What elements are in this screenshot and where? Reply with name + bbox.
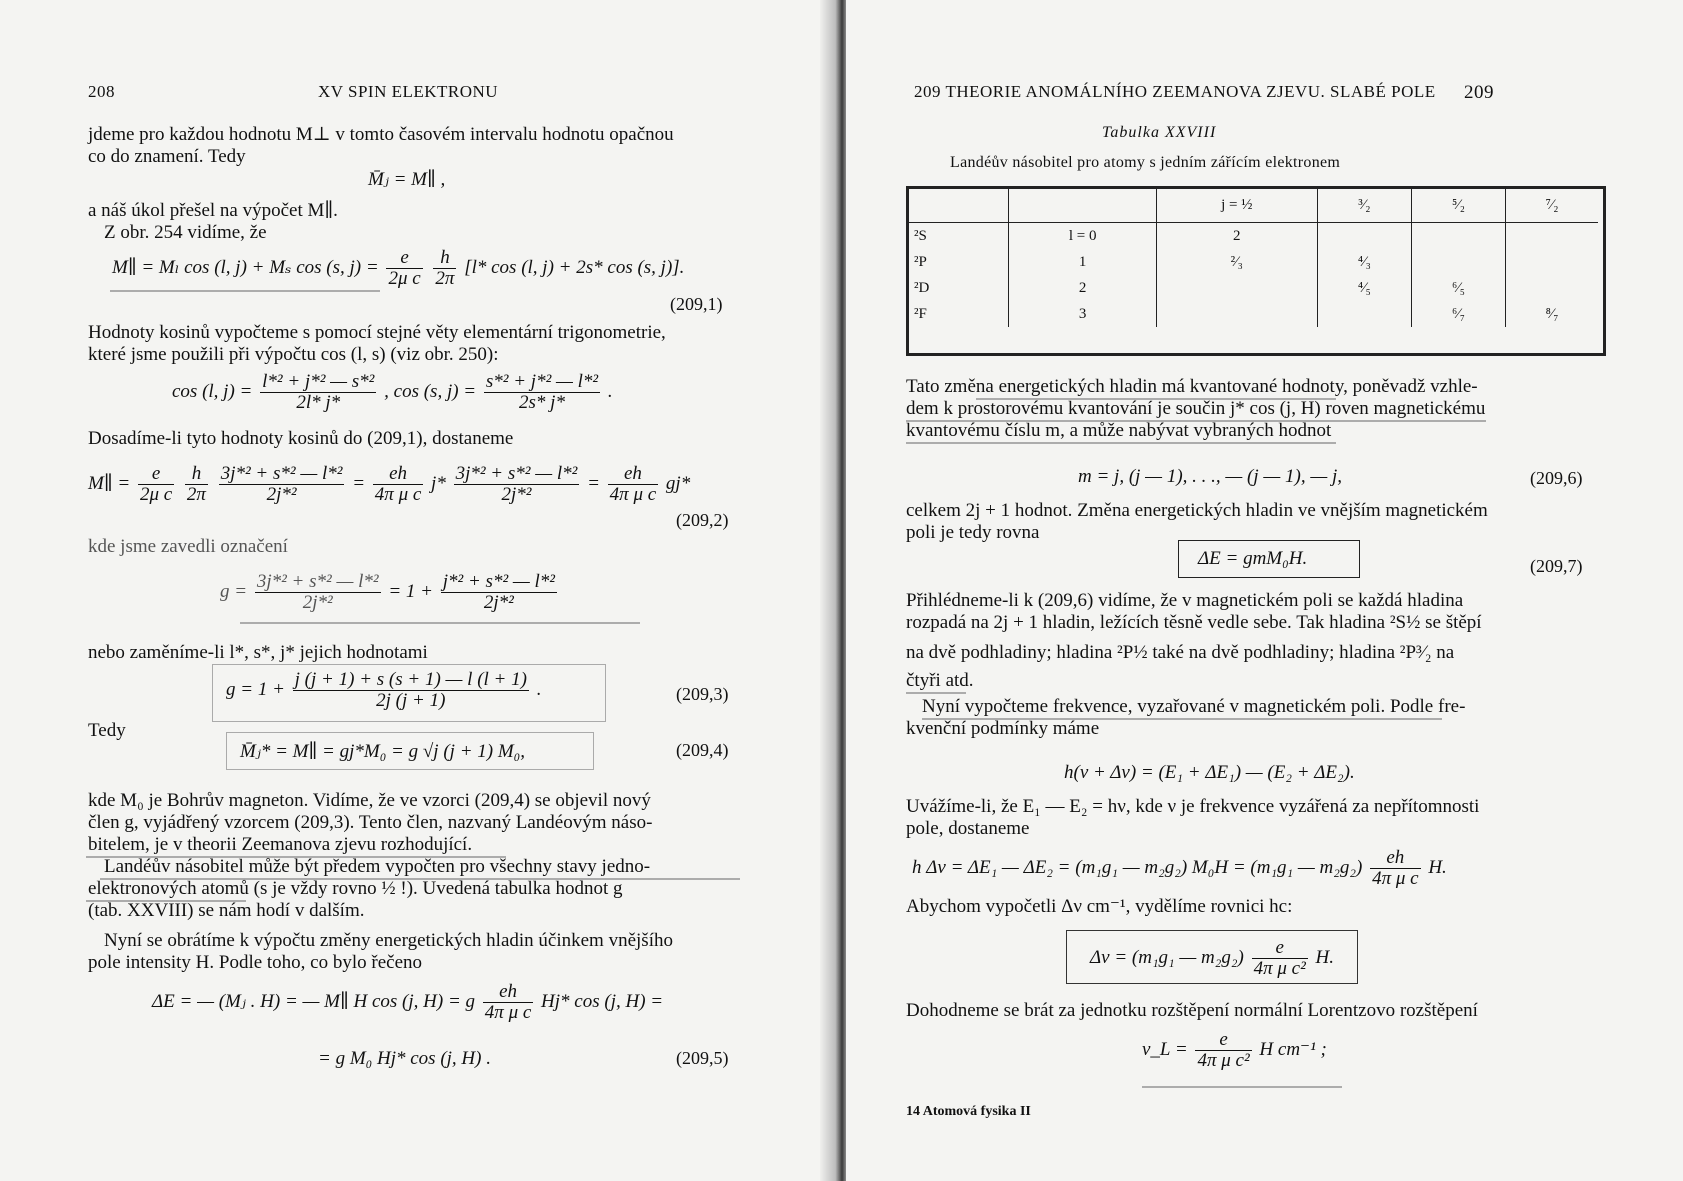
table-cell: 2 (1156, 223, 1317, 250)
fraction (483, 982, 534, 1023)
pencil-underline (240, 622, 640, 624)
equation-cosines (172, 372, 613, 413)
paragraph-line: na dvě podhladiny; hladina ²P½ také na dvě podhladiny; hladina ²P³⁄₂ na (906, 642, 1455, 663)
equation-209-1 (112, 248, 684, 289)
numerator: e (386, 248, 422, 269)
numerator: l*² + j*² — s*² (262, 371, 375, 392)
paragraph-line: člen g, vyjádřený vzorcem (209,3). Tento člen, nazvaný Landéovým náso- (88, 812, 653, 833)
fraction (138, 464, 174, 505)
paragraph-line: Přihlédneme-li k (209,6) vidíme, že v magnetickém poli se každá hladina (906, 590, 1464, 611)
denominator: 4π μ c (374, 484, 422, 505)
paragraph-line: co do znamení. Tedy (88, 146, 246, 167)
eq-part: , cos (s, j) = (384, 380, 477, 402)
table-header-cell: j = ½ (1156, 188, 1317, 223)
eq-part: j* (431, 472, 446, 494)
paragraph-line: které jsme použili při výpočtu cos (l, s) (viz obr. 250): (88, 344, 499, 365)
eq-part: g = (220, 580, 248, 602)
numerator: e (1195, 1030, 1251, 1051)
fraction (255, 572, 381, 613)
denominator: 4π μ c (484, 1002, 532, 1023)
eq-part: = (587, 472, 600, 494)
paragraph-line: poli je tedy rovna (906, 522, 1040, 543)
fraction (185, 464, 208, 505)
paragraph-line: pole intensity H. Podle toho, co bylo řečeno (88, 952, 423, 973)
paragraph-line: Abychom vypočetli Δν cm⁻¹, vydělíme rovnici hc: (906, 896, 1293, 917)
table-cell: ²S (914, 227, 927, 244)
denominator: 2l* j* (296, 392, 341, 413)
equation-tag: (209,6) (1530, 468, 1583, 488)
denominator: 4π μ c² (1197, 1050, 1250, 1071)
denominator: 4π μ c² (1253, 958, 1306, 979)
numerator: 3j*² + s*² — l*² (455, 463, 578, 484)
numerator: eh (373, 464, 424, 485)
eq-part: H. (1428, 856, 1447, 878)
table-cell: ⁴⁄₃ (1317, 249, 1411, 275)
fraction (386, 248, 422, 289)
equation-frequency: h(ν + Δν) = (E₁ + ΔE₁) — (E₂ + ΔE₂). (1064, 762, 1355, 783)
denominator: 2μ c (388, 268, 421, 289)
paragraph-line: Nyní vypočteme frekvence, vyzařované v magnetickém poli. Podle fre- (922, 696, 1466, 717)
paragraph-line: Landéův násobitel může být předem vypočten pro všechny stavy jedno- (104, 856, 651, 877)
page-number-right: 209 (1464, 82, 1494, 103)
pencil-frame (212, 664, 606, 722)
paragraph-line: Uvážíme-li, že E₁ — E₂ = hν, kde ν je frekvence vyzářená za nepřítomnosti (906, 796, 1480, 817)
numerator: eh (608, 464, 659, 485)
pencil-underline (1142, 1086, 1342, 1088)
paragraph-line: bitelem, je v theorii Zeemanova zjevu rozhodující. (88, 834, 473, 855)
paragraph-line: kde jsme zavedli označení (88, 536, 288, 557)
numerator: 3j*² + s*² — l*² (220, 463, 343, 484)
eq-part: Hj* cos (j, H) = (541, 990, 664, 1012)
fraction (608, 464, 659, 505)
fraction (1195, 1030, 1251, 1071)
table-cell: 3 (1009, 301, 1156, 327)
eq-part: ν_L = (1142, 1038, 1188, 1060)
numerator: s*² + j*² — l*² (485, 371, 599, 392)
equation-tag: (209,2) (676, 510, 729, 530)
numerator: h (433, 248, 456, 269)
numerator: j*² + s*² — l*² (442, 571, 556, 592)
table-cell: ²F (914, 305, 927, 322)
denominator: 2j*² (266, 484, 297, 505)
numerator: e (1252, 938, 1308, 959)
numerator: j (j + 1) + s (s + 1) — l (l + 1) (294, 669, 527, 690)
paragraph-line: Dosadíme-li tyto hodnoty kosinů do (209,1), dostaneme (88, 428, 514, 449)
table-title: Tabulka XXVIII (1102, 124, 1217, 141)
equation-209-5 (152, 982, 663, 1023)
equation-g (220, 572, 560, 613)
page-footer: 14 Atomová fysika II (906, 1104, 1031, 1119)
equation-209-4: M̄ⱼ* = M∥ = gj*M₀ = g √j (j + 1) M₀, (240, 741, 526, 762)
pencil-underline (110, 290, 380, 292)
numerator: h (185, 464, 208, 485)
eq-part: = 1 + (388, 580, 433, 602)
paragraph-line: nebo zaměníme-li l*, s*, j* jejich hodnotami (88, 642, 428, 663)
eq-part: M∥ = (88, 472, 131, 494)
equation-tag: (209,5) (676, 1048, 729, 1068)
running-head-left: XV SPIN ELEKTRONU (318, 82, 499, 101)
denominator: 2j*² (302, 592, 333, 613)
eq-part: . (536, 678, 542, 700)
denominator: 4π μ c (1372, 868, 1419, 889)
denominator: 2j*² (483, 592, 514, 613)
paragraph-line: Z obr. 254 vidíme, že (104, 222, 267, 243)
table-cell: 2 (1009, 275, 1156, 301)
table-cell: ⁸⁄₇ (1506, 301, 1598, 327)
equation-lorentz (1142, 1030, 1327, 1071)
paragraph-line: kvenční podmínky máme (906, 718, 1100, 739)
page-number-left: 208 (88, 82, 115, 101)
paragraph-line: Tedy (88, 720, 126, 741)
table-cell: ²P (914, 253, 927, 270)
paragraph-line: elektronových atomů (s je vždy rovno ½ !). Uvedená tabulka hodnot g (88, 878, 623, 899)
denominator: 2j (j + 1) (376, 690, 446, 711)
numerator: 3j*² + s*² — l*² (256, 571, 379, 592)
paragraph-line: rozpadá na 2j + 1 hladin, ležících těsně vedle sebe. Tak hladina ²S½ se štěpí (906, 612, 1482, 633)
paragraph-line: a náš úkol přešel na výpočet M∥. (88, 200, 338, 221)
table-header-cell: ⁷⁄₂ (1506, 188, 1598, 223)
equation-h-delta-nu (912, 848, 1447, 889)
table-cell: l = 0 (1009, 223, 1156, 250)
paragraph-line: jdeme pro každou hodnotu M⊥ v tomto časovém intervalu hodnotu opačnou (88, 124, 674, 145)
eq-part: H. (1315, 946, 1334, 968)
eq-part: H cm⁻¹ ; (1259, 1038, 1327, 1060)
eq-part: g = 1 + (226, 678, 285, 700)
fraction (373, 464, 424, 505)
pencil-underline (906, 692, 966, 694)
paragraph-line: dem k prostorovému kvantování je součin j* cos (j, H) roven magnetickému (906, 398, 1486, 419)
table-header-cell: ⁵⁄₂ (1411, 188, 1505, 223)
eq-part: . (607, 380, 613, 402)
eq-part: ΔE = — (Mⱼ . H) = — M∥ H cos (j, H) = g (152, 990, 476, 1012)
numerator: eh (483, 982, 534, 1003)
equation-mj: M̄ⱼ = M∥ , (368, 169, 446, 190)
table-cell: ⁶⁄₇ (1411, 301, 1505, 327)
eq-part: [l* cos (l, j) + 2s* cos (s, j)]. (464, 256, 685, 278)
table-caption: Landéův násobitel pro atomy s jedním zářícím elektronem (950, 154, 1341, 171)
table-cell: 1 (1009, 249, 1156, 275)
equation-tag: (209,1) (670, 294, 723, 314)
equation-tag: (209,3) (676, 684, 729, 704)
paragraph-line: kvantovému číslu m, a může nabývat vybraných hodnot (906, 420, 1332, 441)
eq-part: gj* (665, 472, 691, 494)
fraction (454, 464, 580, 505)
fraction (1370, 848, 1421, 889)
denominator: 2π (186, 484, 206, 505)
equation-delta-nu (1090, 938, 1334, 979)
equation-209-6: m = j, (j — 1), . . ., — (j — 1), — j, (1078, 466, 1343, 487)
numerator: e (138, 464, 174, 485)
equation-tag: (209,7) (1530, 556, 1583, 576)
paragraph-line: celkem 2j + 1 hodnot. Změna energetických hladin ve vnějším magnetickém (906, 500, 1488, 521)
left-page (0, 0, 838, 1181)
paragraph-line: Dohodneme se brát za jednotku rozštěpení normální Lorentzovo rozštěpení (906, 1000, 1478, 1021)
paragraph-line: Tato změna energetických hladin má kvantované hodnoty, poněvadž vzhle- (906, 376, 1478, 397)
pencil-underline (906, 442, 1336, 444)
fraction (484, 372, 600, 413)
eq-part: = (352, 472, 366, 494)
equation-209-2 (88, 464, 690, 505)
eq-part: cos (l, j) = (172, 380, 253, 402)
table-cell: ²⁄₃ (1156, 249, 1317, 275)
table-header-cell: ³⁄₂ (1317, 188, 1411, 223)
equation-tag: (209,4) (676, 740, 729, 760)
denominator: 4π μ c (609, 484, 657, 505)
denominator: 2μ c (139, 484, 173, 505)
eq-part: M∥ = Mₗ cos (l, j) + Mₛ cos (s, j) = (112, 256, 379, 278)
table-cell: ⁶⁄₅ (1411, 275, 1505, 301)
equation-209-7: ΔE = gmM₀H. (1198, 548, 1308, 569)
paragraph-line: Nyní se obrátíme k výpočtu změny energetických hladin účinkem vnějšího (104, 930, 673, 951)
running-head-right: 209 THEORIE ANOMÁLNÍHO ZEEMANOVA ZJEVU. SLABÉ POLE (914, 82, 1436, 101)
fraction (219, 464, 345, 505)
denominator: 2j*² (501, 484, 532, 505)
pencil-frame (226, 732, 594, 770)
equation-209-5-cont: = g M₀ Hj* cos (j, H) . (318, 1048, 491, 1069)
numerator: eh (1370, 848, 1421, 869)
paragraph-line: čtyři atd. (906, 670, 974, 691)
eq-part: Δν = (m₁g₁ — m₂g₂) (1090, 946, 1244, 968)
paragraph-line: Hodnoty kosinů vypočteme s pomocí stejné věty elementární trigonometrie, (88, 322, 666, 343)
table-cell: ²D (914, 279, 930, 296)
fraction (1252, 938, 1308, 979)
right-page-body (846, 0, 1683, 1181)
table-cell: ⁴⁄₅ (1317, 275, 1411, 301)
denominator: 2s* j* (519, 392, 565, 413)
denominator: 2π (435, 268, 455, 289)
fraction (441, 572, 557, 613)
eq-part: h Δν = ΔE₁ — ΔE₂ = (m₁g₁ — m₂g₂) M₀H = (m₁g₁ — m₂g₂) (912, 856, 1363, 878)
paragraph-line: kde M₀ je Bohrův magneton. Vidíme, že ve vzorci (209,4) se objevil nový (88, 790, 651, 811)
fraction (260, 372, 376, 413)
fraction (433, 248, 456, 289)
paragraph-line: (tab. XXVIII) se nám hodí v dalším. (88, 900, 365, 921)
paragraph-line: pole, dostaneme (906, 818, 1030, 839)
